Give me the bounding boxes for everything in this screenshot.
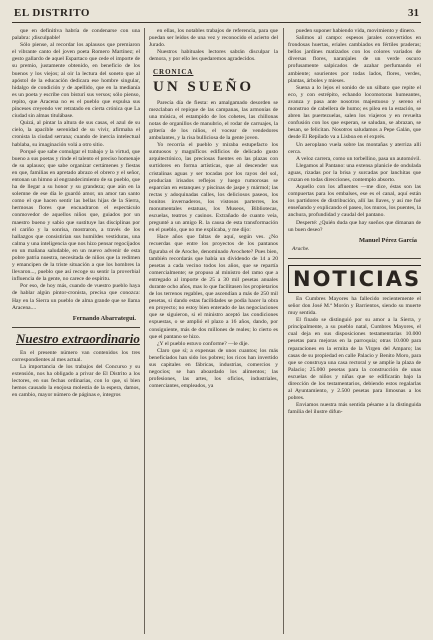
- column-rule: [283, 28, 284, 634]
- column-rule: [144, 28, 145, 634]
- paragraph: En el presente número van contenidos los tres correspondientes al mes actual.: [12, 349, 140, 363]
- signature-note: Arache.: [292, 245, 310, 252]
- divider: [288, 258, 421, 259]
- column-1: [12, 28, 140, 634]
- divider: [12, 327, 140, 328]
- section-title: Nuestro extraordinario: [16, 330, 140, 346]
- paragraph: Desperté: ¿Quién duda que hay sueños que dimanan de un buen deseo?: [288, 219, 421, 233]
- paragraph: pueden suponer habiendo vida, movimiento y dinero.: [296, 28, 416, 34]
- paragraph: Claro que sí; a expensas de unos cuantos; los más beneficiados han sido los pobres; los ricos han invertido sus capitales en fábricas, industrias, comercios y negocios; se han aboardado los alimentos; las profesiones, las artes, los oficios, industriales, comerciantes, empleados, ya: [149, 347, 278, 390]
- author-signature: Manuel Pérez García: [359, 236, 417, 244]
- paragraph: El finado se distinguió por su amor a la Sierra, y principalmente, a su pueblo natal, Cumbres Mayores, el cual deja en sus disposiciones testamentarias 10.000 pesetas para mejoras en la parroquia; otras 10.000 para reparaciones en la ermita de la Virgen del Amparo; las casas de su propiedad en calle Palacio y Benito Moro, para que se construya una casa rectoral y se amplíe la plaza de Palacio; 25.000 pesetas para la construcción de unas escuelas de niños y niñas que se edificarán bajo la dirección de los testamentarios, debiendo estos regalarlas al Ayuntamiento, y 2.500 pesetas para limosnas a los pobres.: [288, 317, 421, 402]
- paragraph: Yo recorría el pueblo y miraba estupefacto los suntuosos y magníficos edificios de delicado gusto arquitectónico, las preciosas fuentes en las plazas con surtidores en forma artísticas, que al descender sus cristalinas aguas y ser tocadas por los rayos del sol, producían irisados reflejos y luego rumorosas se esparcían en estanques y piscinas de jaspe y mármol; las rectas y adoquinadas calles, los deliciosos paseos, los bonitos invernaderos, los vistosos parterres, los monumentales estatuas, los Museos, Bibliotecas, escuelas, teatros y casinos. Extrañado de cuanto veía, pregunté a un amigo R. la causa de esta transformación en el pueblo, que no me explicaba, y me dijo:: [149, 142, 278, 234]
- paragraph: Suena a lo lejos el sonido de un silbato que repite el eco, y con estrépito, echando locomotoras humeantes, avanza y pasa ante nosotros majestuoso y sereno el monstruo de cabellera de humo; es pilea en la estación, se abren las puertezuelas, salen los viajeros y en revuelta confusión con los que esperan, se saludan, se abrazan, se besan, se felicitan. Nosotros saludamos a Pepe Galán, que desde El Repilado va a Lisboa en el exprés.: [288, 84, 421, 141]
- paragraph: Parecía día de fiesta: en amalgamado desorden se mezclaban el repique de las campanas, las armonías de una música, el estampido de los cohetes, las chillonas notas de organillos de manubrio, el rodar de carruajes, la gritería de los niños, el vocear de vendedores ambulantes, y la risa bulliciosa de la gente joven.: [149, 99, 278, 142]
- paragraph: Quizá, al pintar la altura de sus casas, el azul de su cielo, la apacible serenidad de su vivir, afirmaba el cronista la ciudad serrana; cuando de inercia intelectual hablaba, su imaginación volá a otro sitio.: [12, 120, 140, 148]
- paragraph: Nuestros habituales lectores sabrán disculpar la demora, y por ello les quedaremos agradecidos.: [149, 49, 278, 63]
- section-title: NOTICIAS: [288, 265, 421, 293]
- page-number: 31: [408, 7, 419, 19]
- article-title: UN SUEÑO: [153, 78, 255, 95]
- paragraph: Sólo piense, al recordar los aplausos que premiaron el vibrante canto del joven poeta Romero Martínez; el gesto gallardo de aquel Espartaco que cede el importe de su premio, justamente obtenido, en beneficio de los buenos y los viejos; al oir la lectura del soneto que al apóstol de la educación dedicara ese hombre singular, hidalgo de condición y de apellido, que en la medianía es un poeta y escribe con bisturí sus versos; sólo pienso, repito, que Aracena no es el pueblo que expulsa sus pínceses creyendo ver retratado en cierta crónica que La ciudad sin almas titulábase.: [12, 42, 140, 120]
- paragraph: Hace años que faltas de aquí, según ves. ¿No recuerdas que entre los proyectos de los pantanos figuraba el de Aroche, denominado Avochete? Pues bien, también recordarás que había un dividendo de 14 a 20 pesetas a cada vecino todos los años, que se repartía comercialmente; se propuso al ministro del ramo que a entregado al importe de 25 a 30 mil pesetas anuales durante ocho años, mas lo que facilitasen los propietarios de los terrenos regables, que ascendían a más de 250 mil pesetas, si dando estas facilidades se podía hacer la obra en proyecto; no estoy bien enterado de las negociaciones que se siguieron, si el ministro aceptó las condiciones expuestas, o se amplió el plazo a 16 años, dando, por consiguiente, más de dos millones de reales; lo cierto es que el pantano se hizo.: [149, 234, 278, 340]
- columns: [12, 28, 421, 634]
- paragraph: Enviamos nuestra más sentida pésame a la distinguida familia del ilustre difun-: [288, 402, 421, 416]
- paragraph: en ellas, los notables trabajos de referencia, para que puedan ser leídos de una vez y reconocido el acierto del Jurado.: [149, 28, 278, 49]
- paragraph: Salimos al campo: espesos jarales convertidos en frondosas huertas, eriales cambiados en fértiles praderas; bellos jardines matizados con los colores variados de diversas flores, naranjales de un verde oscuro profusamente salpicados de azahar perfumando el ambiente; sourientes por todas lados, flores, verdes, plantas, árboles y mieses.: [288, 35, 421, 84]
- column-3: [288, 28, 421, 634]
- paragraph: A veloz carrera, como un torbellino, pasa un automóvil.: [296, 155, 421, 162]
- paragraph: Por eso, de hoy más, cuando de vuestro pueblo haya de hablar algún pintor-cronista, precisa que conozca: Hay en la Sierra un pueblo de alma grande que se llama Aracena....: [12, 283, 140, 311]
- page-header: [12, 6, 421, 23]
- paragraph: La importancia de los trabajos del Concurso y su extensión, nos ha obligado a privar de El Distrito a los lectores, en sus fechas ordinarias, con lo que, si bien hemos causado la enojosa molestia de la espera, damos, en cambio, mayor número de páginas e, integros: [12, 364, 140, 399]
- column-2: [149, 28, 278, 634]
- paragraph: que en definitiva habría de condenarse con una palabra: ¡disculpable!: [12, 28, 140, 42]
- author-signature: Fernando Abarrategui.: [72, 314, 136, 322]
- paragraph: ¿Y el pueblo estuvo conforme? —le dije.: [157, 340, 249, 347]
- paragraph: Un aeroplano vuela sobre las montañas y aterriza allí cerca.: [288, 141, 421, 155]
- cronica-label: CRONICA: [153, 68, 194, 77]
- newspaper-title: EL DISTRITO: [14, 7, 90, 19]
- paragraph: En Cumbres Mayores ha fallecido recientemente el señor don José M.ª Morón y Barrientos, siendo su muerte muy sentida.: [288, 295, 421, 317]
- paragraph: Porqué que sabe comulgar el trabajo y la virtud, que bueno a sus poetas y rinde el talento el preciso homenaje de su aplauso; que sabe organizar certámenes y fiestas en que, familias en apretado abrazo el obrero y el señor, entonan un himno al engrandecimiento de su pueblo, que ha de llegar a su honor y su grandeza; que aún en la solemne de ese día le guardó amor, un amor tan santo como el que hacen sentir las bellas hijas de la Sierra, hermosas flores que encuadraron el espectáculo conmovedor de aquellos niños que, guiados por un maestro bueno y sabio que sustituye las disciplinas por el cariño y la sonrisa, mostraron, a través de los hallazgos que consistirían sus humildes vestiduras, una calma y una inteligencia que nos hizo pensar regocijados en un mañana saludable, en un nuevo advenir de esta pobre patria nuestra, necesitada de niños que la redimen y emancipen de la triste situación a que los hombres la llevaron..., pueblo que así recoge su sentir la proverbial influencia de la gente, no carece de espíritu.: [12, 148, 140, 283]
- paragraph: Aquello con los afluentes —me dice, éstas son las compuertas para los embalses, ese es el canal, aquí están los partidores de distribución, allí las llaves, y así me fué enseñando y explicando el paseo, los muros, los puentes, la anchura, profundidad y caudal del pantano.: [288, 184, 421, 219]
- paragraph: Llegamos al Pantano: una extensa planicie de ondulada aguas, rizadas por la brisa y surcadas por lanchitas que cruzan en todas direcciones, contemplo absorto.: [288, 162, 421, 183]
